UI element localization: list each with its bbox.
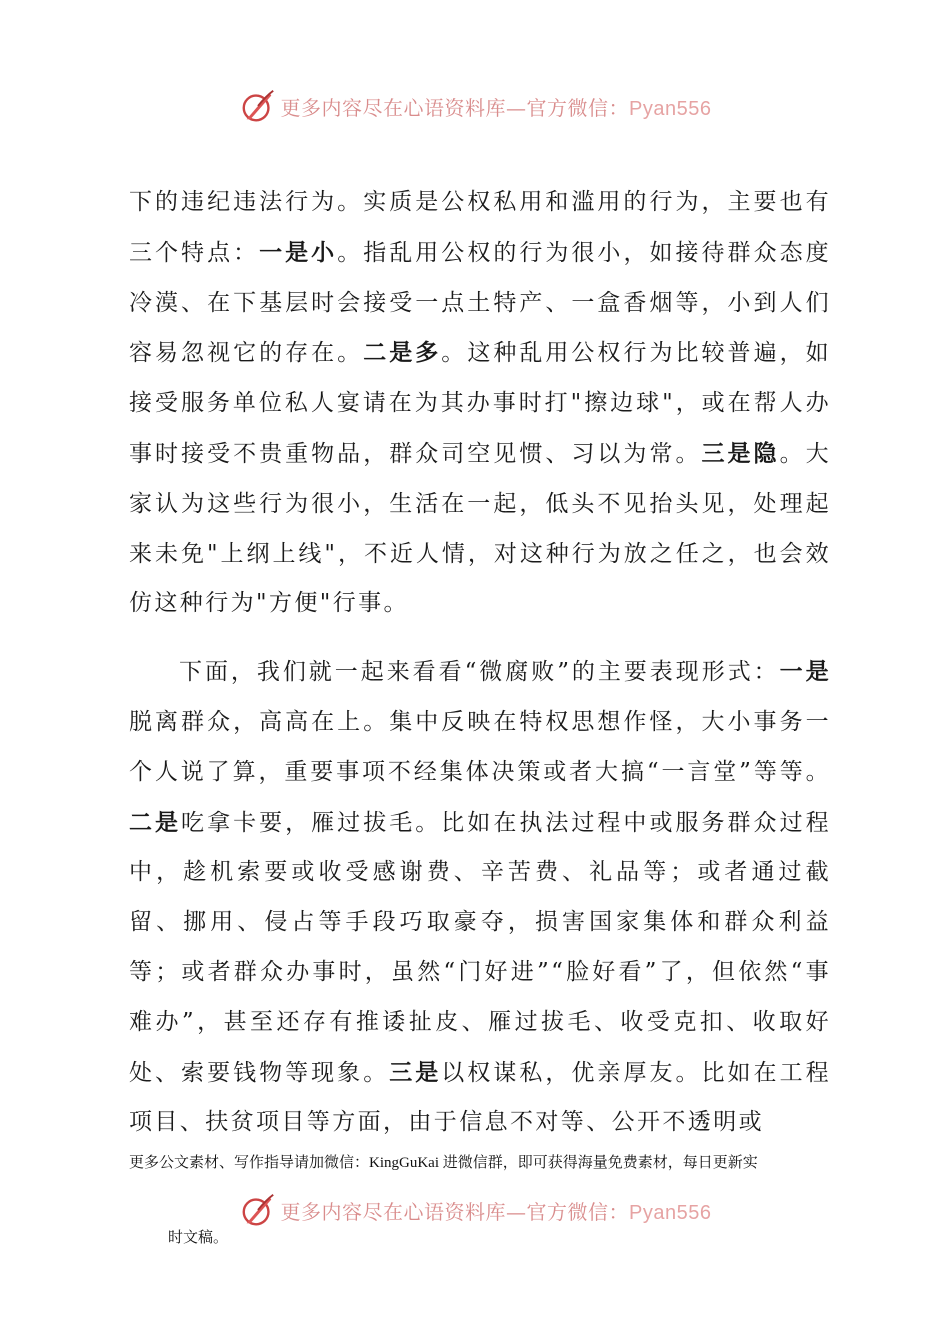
watermark-label: 更多内容尽在心语资料库—官方微信：: [280, 1199, 630, 1224]
bold-point-2: 二是: [129, 808, 182, 836]
bold-point-3: 三是隐: [701, 439, 780, 467]
paragraph-features: [129, 178, 831, 629]
watermark-text: [281, 1196, 712, 1225]
footer-note: 更多公文素材、写作指导请加微信：KingGuKai 进微信群，即可获得海量免费素材，每日更新实: [129, 1155, 758, 1171]
quill-logo-icon: [239, 87, 277, 125]
text-run: 。这种乱用公权行为比较普遍，如接受服务单位私人宴请在为其办事时打"擦边球"，或在帮人办事时接受不贵重物品，群众司空见惯、习以为常。: [129, 340, 832, 467]
text-run: 吃拿卡要，雁过拔毛。比如在执法过程中或服务群众过程中，趁机索要或收受感谢费、辛苦费、礼品等；或者通过截留、挪用、侵占等手段巧取豪夺，损害国家集体和群众利益等；或者群众办事时，虽然“门好进”“脸好看”了，但依然“事难办”，甚至还存有推诿扯皮、雁过拔毛、收受克扣、收取好处、索要钱物等现象。: [129, 809, 831, 1086]
watermark-footer: [0, 1190, 950, 1230]
watermark-id: Pyan556: [629, 97, 712, 120]
document-body: [129, 178, 831, 1148]
bold-point-1: 一是: [779, 658, 831, 686]
footer-note-continued: 时文稿。: [168, 1230, 229, 1246]
watermark-label: 更多内容尽在心语资料库—官方微信：: [280, 95, 630, 120]
text-run: 脱离群众，高高在上。集中反映在特权思想作怪，大小事务一个人说了算，重要事项不经集体决策或者大搞“一言堂”等等。: [129, 708, 831, 785]
text-run: 以权谋私，优亲厚友。比如在工程项目、扶贫项目等方面，由于信息不对等、公开不透明或: [129, 1059, 831, 1136]
watermark-text: [281, 92, 712, 121]
watermark-header: [0, 86, 950, 126]
text-run: 下面，我们就一起来看看“微腐败”的主要表现形式：: [179, 659, 780, 686]
text-run: 。大家认为这些行为很小，生活在一起，低头不见抬头见，处理起来未免"上纲上线"，不近人情，对这种行为放之任之，也会效仿这种行为"方便"行事。: [129, 440, 831, 617]
bold-point-2: 二是多: [363, 339, 442, 367]
paragraph-forms: [129, 647, 831, 1148]
bold-point-3: 三是: [389, 1058, 442, 1086]
watermark-id: Pyan556: [629, 1201, 712, 1224]
quill-logo-icon: [239, 1191, 277, 1229]
text-run: 。指乱用公权的行为很小，如接待群众态度冷漠、在下基层时会接受一点土特产、一盒香烟等，小到人们容易忽视它的存在。: [129, 239, 832, 367]
bold-point-1: 一是小: [259, 238, 338, 266]
text-run: 下的违纪违法行为。实质是公权私用和滥用的行为，主要也有三个特点：: [129, 189, 831, 266]
